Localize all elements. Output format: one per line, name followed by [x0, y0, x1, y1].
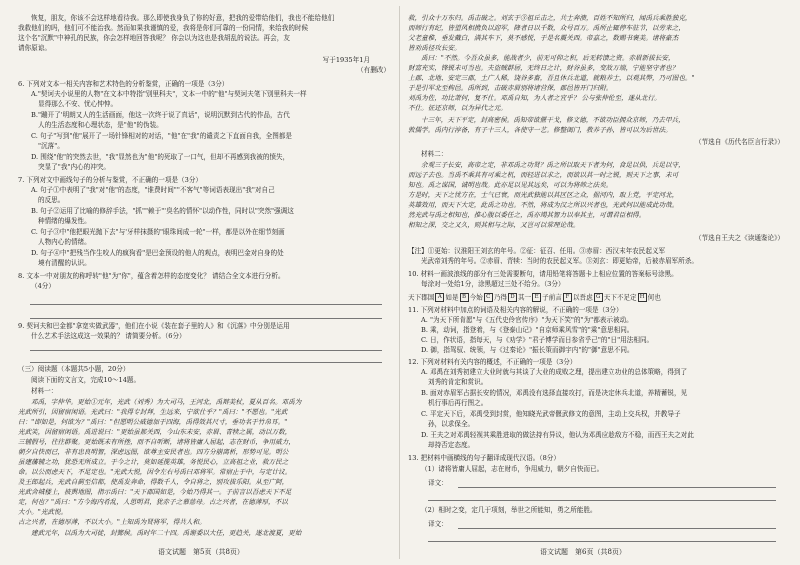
- q7-option-d-cont: 境有清醒的认识。: [38, 259, 91, 267]
- q7-option-a-cont: 的反思。: [38, 196, 65, 204]
- q7-option-d: D. 句子④中"把残当作生咬人的疯狗看"是巴金预设的他人的观点，表明巴金对自身的处: [31, 249, 284, 257]
- q10-box-d[interactable]: D: [508, 293, 517, 302]
- material1-cont-line: 十三年，天下平定，封高密侯。禹知帝欲偃干戈，修文德，不欲功臣拥众京师，乃去甲兵，: [421, 116, 685, 124]
- material1-cont-line: 禹曰："不然。今吾众虽多，能战者少，前无可仰之积，后无转馈之资。赤眉新拔长安，: [421, 54, 675, 62]
- material2-line: 知也。禹之谋国，诚明也哉。此亦足以见其远矣，可以为将帅之法矣。: [408, 181, 613, 189]
- page-6: [408, 0, 784, 565]
- q7-option-c-cont: 人物内心的情绪。: [38, 238, 91, 246]
- source-citation-1: （节选自《历代名臣言行录》）: [694, 138, 784, 146]
- q10-sentence: 天下郡国 A 如是 B 今始 C 乃得 D 其一 E 子前言 F 以吾虑 G 天下不足定 H 何也: [408, 293, 661, 302]
- q10-box-b[interactable]: B: [460, 293, 469, 302]
- q10-box-e[interactable]: E: [532, 293, 541, 302]
- reading-instruction: 阅读下面的文言文，完成10～14题。: [31, 376, 141, 384]
- passage-line: 请你原谅。: [18, 44, 51, 52]
- q12-option-b-cont: 机行事后再行图之。: [428, 399, 488, 407]
- notes-line: 光武帝刘秀的年号。②赤眉、青犊：当时的农民起义军。③刘玄：即更始帝，后被赤眉军所杀。: [421, 257, 698, 265]
- q10-box-a[interactable]: A: [435, 293, 444, 302]
- q13-answer-line-1b[interactable]: [428, 500, 776, 501]
- material2-line: 然光武与禹之相知也，推心腹以委任之，禹亦竭其智力以奉其主，可谓君臣相得。: [408, 211, 646, 219]
- material1-line: 命。以公而虑天下，不足定也。"光武大悦，因令左右号禹曰邓将军。常宿止于中，与定计议。: [18, 468, 292, 476]
- material2-line: 而远子去也。当禹不乘其有可乘之机，而轻进以求之，而欲以其一时之锐，则天下之事，未可: [408, 171, 679, 179]
- q9-stem: 9. 契诃夫和巴金都"拿宽实做武器"，他们在小说《装在套子里的人》和《沉落》中分别是运用: [18, 322, 290, 330]
- q9-stem-cont: 什么艺术手法这成这一效果的？ 请简要分析。（6分）: [31, 332, 186, 340]
- passage-note: （有删改）: [357, 66, 390, 74]
- q6-option-a: A."契诃夫小说里的人物"在文本中特指"别里科夫"，文本一中的"他"与契诃夫笔下别里科夫一样: [31, 90, 307, 98]
- material1-line: 虽建藩辅之功，犹恐无所成立。于今之计，莫如延揽英雄，务悦民心，立高祖之业，救万民之: [18, 458, 289, 466]
- q13-stem: 13. 把材料中画横线的句子翻译成现代汉语。（8分）: [408, 454, 560, 462]
- material2-line: 余观三子长安，高帝之定，非邓禹之功贤？禹之所以取天下者为何，食足以供，兵足以守，: [421, 161, 685, 169]
- q6-option-d: D. 围绕"他"的突然去世，"我"显然也为"他"的死取了一口气，但却不再感到我被的愤失，: [31, 153, 290, 161]
- q11-stem: 11. 下列对材料中加点的词语及相关内容的解说，不正确的一项是（3分）: [408, 306, 623, 314]
- q9-answer-line[interactable]: [30, 362, 382, 363]
- material1-line: 定，何也？"禹曰："方今海内肴乱，人思明君，犹赤子之慕慈母。古之兴者，在德薄厚，不以: [18, 498, 288, 506]
- q11-option-a: A. "为天下所肯愿"与《五代史伶官传序》"为天下笑"的"为"都表示被动。: [421, 316, 633, 324]
- q9-answer-line[interactable]: [30, 350, 382, 351]
- q10-box-h[interactable]: H: [638, 293, 647, 302]
- passage-line: 恢复，朋友，你该不会这样地看待我。那么即使我身负了你的好意，把我的爱带给他们，我也不能给他们: [31, 14, 335, 22]
- q6-option-d-cont: 突显了"我"内心的冲突。: [38, 163, 111, 171]
- q7-option-a: A. 句子①中表明了"我"对"他"的态度，"谁费时间""不客气"等词语表现出"我"对自己: [31, 186, 275, 194]
- q11-option-d: D. 御，指驾驭、统领，与《过秦论》"振长策而御宇内"的"御"意思不同。: [421, 346, 634, 354]
- material1-line: 光武舍城楼上，披舆地图，指示禹曰："天下郡国如是，今始乃得其一。子前言以吾虑天下不足: [18, 488, 292, 496]
- material1-cont-line: 皆劝禹径攻长安。: [408, 44, 461, 52]
- material1-line: 大小。"光武悦。: [18, 508, 68, 516]
- q13-translate-label-2: 译文：: [428, 520, 448, 528]
- q12-option-c-cont: 孙，以求保全。: [428, 420, 475, 428]
- q6-option-c: C. 句子"写到"他"展开了一场针锋相对的对话，"他"在"我"的谴责之下直面自我，全图都是: [31, 132, 293, 140]
- material1-cont-line: 不仕。征还京师，以为异代之元。: [408, 104, 507, 112]
- material1-cont-line: 父老童稚，垂发戴白，满其车下，莫不感悦，于是名震关西。帝嘉之，数赐书褒美。诸将豪杰: [408, 34, 679, 42]
- q13-answer-line-1[interactable]: [458, 487, 776, 488]
- q10-stem-cont: 每涂对一处给1分，涂黑超过三处不给分。（3分）: [421, 280, 565, 288]
- q8-stem-cont: （4分）: [31, 282, 55, 290]
- material2-line: 相知之深，交之又久，则其相与之际，又岂可以常理论哉。: [408, 221, 580, 229]
- page-footer: 语文试题 第5页（共8页）: [158, 548, 244, 556]
- material1-line: 朝夕自快而已，非有忠良明智，深虑远图，欲尊主安民者也。四方分崩离析，形势可见。明公: [18, 448, 289, 456]
- q11-option-c: C. 日，作状语，指每天，与《劝学》"君子博学而日参省乎己"的"日"用法相同。: [421, 336, 654, 344]
- material1-cont-line: 财富充实，锋锐未可当也。夫盗贼群居，无终日之计，财谷虽多，变故万端，宁能坚守者也？: [408, 64, 679, 72]
- q10-box-f[interactable]: F: [563, 293, 572, 302]
- q12-option-a: A. 邓禹在刘秀初建立大业时就与其谈了大业的成败之理，提出建立功业的总体策略，得到了: [421, 368, 688, 376]
- q6-stem: 6. 下列对文本一相关内容和艺术特色的分析鉴赏，正确的一项是（3分）: [18, 80, 229, 88]
- q10-box-c[interactable]: C: [484, 293, 493, 302]
- q7-option-c: C. 句子③中"他把眼光抛下去"与'牙样抹摄的"眼珠间成一轮"一样，都是以外在细节刻画: [31, 228, 285, 236]
- q6-option-a-cont: 显得那么不安、忧心忡忡。: [38, 100, 118, 108]
- page-5: [18, 0, 390, 565]
- material2-title: 材料二：: [421, 150, 448, 158]
- q8-answer-line[interactable]: [30, 304, 382, 305]
- material1-cont-line: 刘禹为佐，功比萧何，复不仕。邓禹自知，为人者之宜乎？ 公与张仲伦至，遂从北行。: [408, 94, 661, 102]
- page-divider: [399, 6, 400, 559]
- q12-option-b: B. 面对赤眉军占据长安的情况，邓禹没有选择直接攻打，而是决定休兵北道，养精蓄锐，见: [421, 389, 688, 397]
- q7-stem: 7. 下列对文中画线句子的分析与鉴赏，不正确的一项是（3分）: [18, 176, 203, 184]
- material1-line: 曰："即如是，何欲为？"禹曰："但愿明公威德加于四海，禹得效其尺寸，垂功名于竹帛耳。": [18, 418, 288, 426]
- passage-line: 这个名"沉默"中神孔的民族，你会怎样地回答我呢？ 你会以为这也是我胡乱的说法。再会，友: [18, 34, 290, 42]
- material1-line: 古之兴者，在德厚薄，不以大小。"上知禹为贤将军，得共人和。: [18, 518, 206, 526]
- material2-line: 英雄效用，而天下大定，此禹之功也。不然，将成为汉之所以兴者也，光武何以能成此功哉。: [408, 201, 679, 209]
- q13-sentence-2: （2）相时之变，定几于项刻，举世之所能知，勇之所能胜。: [421, 506, 597, 514]
- q13-translate-label-1: 译文：: [428, 479, 448, 487]
- material1-line: 建武元年，以禹为大司徒，封酂侯。禹时年二十四。禹谢委以大任，更趋关，遂北渡夏，更始: [31, 529, 302, 537]
- q8-answer-line[interactable]: [30, 318, 382, 319]
- q13-answer-line-2b[interactable]: [428, 541, 776, 542]
- material1-line: 三辅假号，往往群聚。更始既未有所挫，而不自听断，诸将皆庸人屈起，志在财币，争用威力，: [18, 438, 295, 446]
- q12-option-a-cont: 刘秀的肯定和赏识。: [428, 378, 488, 386]
- material1-line: 光武所引，因留宿闲语。光武曰："我得专封拜，生远来，宁欲仕乎？"禹曰："不愿也。"光武: [18, 408, 288, 416]
- material1-cont-line: 于是引军北至枸邑。禹所到，击破赤眉别将诸营保，郡邑皆开门归附。: [408, 84, 613, 92]
- source-citation-2: （节选自王夫之《读通鉴论》）: [694, 234, 784, 242]
- q8-stem: 8. 文本一中对朋友的称呼转"他"为"你"，蕴含着怎样的态度变化？ 请结合全文本进行分析。: [18, 272, 285, 280]
- q12-option-d: D. 王夫之对邓禹轻视其乘胜进取的做法持有异议，他认为邓禹应趁敌方不稳，而西王夫之对此: [421, 431, 694, 439]
- material1-cont-line: 而师行有纪，皆望风相携负以迎军，降者日以千数，众号百万。禹所止辄停车驻节，以劳来之，: [408, 24, 685, 32]
- material1-cont-line: 救，引众十万东归。禹击破之。刘玄于③祖丘击之，共士奔溃，百姓不知所归，闻禹兵乘胜独克，: [408, 14, 692, 22]
- q12-stem: 12. 下列对材料有关内容的概述，不正确的一项是（3分）: [408, 358, 577, 366]
- passage-signature: 写于1935年1月: [322, 56, 370, 64]
- passage-line: 我救他们的吗，他们可不能治我。然而如果我谨慎的爱，我将是你们可靠的一份同情，来给我的时候: [18, 24, 309, 32]
- material1-line: 及王郎起兵，光武自蓟至信都，使禹发奔命，得数千人，令自将之，别攻拔乐阳。从至广阿，: [18, 478, 289, 486]
- q13-sentence-1: （1）诸将皆庸人屈起，志在财币，争用威力，朝夕自快而已。: [421, 465, 604, 473]
- reading-section-header: （三）阅读题（本题共5小题，20分）: [18, 365, 130, 373]
- material1-title: 材料一：: [31, 387, 58, 395]
- page-footer: 语文试题 第6页（共8页）: [540, 548, 626, 556]
- material1-line: 光武笑，因留宿闲语。禹进说曰："更始虽都关西，今山东未安，赤眉、青犊之属，动以万数，: [18, 428, 292, 436]
- q6-option-b-cont: 人的生活态度和心理状态，是"他"的伪装。: [38, 121, 163, 129]
- q11-option-b: B. 乘，动词，指登着，与《登泰山记》"自京师乘风雪"的"乘"意思相同。: [421, 326, 634, 334]
- q6-option-c-cont: "沉落"。: [38, 142, 64, 150]
- material1-cont-line: 敦儒学。禹内行淳备，有子十三人，各使守一艺。修整闺门，教养子孙，皆可以为后世法。: [408, 126, 672, 134]
- q7-option-b: B. 句子②运用了比喻的修辞手法，"抓""赖于"'臭名的情怀"以动作性，同时以"突然"强调这: [31, 207, 294, 215]
- q7-option-b-cont: 种情绪的爆发性。: [38, 217, 91, 225]
- q10-stem: 10. 材料一画波浪线的部分有三处需要断句，请用铅笔将答题卡上相应位置的答案标号涂黑。: [408, 270, 678, 278]
- q6-option-b: B."蹦开了'明朗又人的生活画面，他这一次终于说了真话"，说明沉默到古代的作品，古代: [31, 111, 290, 119]
- material1-cont-line: 上郡、北地、安定三郡，土广人稀，饶谷多畜，吾且休兵北道，就粮养士，以观其弊，乃可图也。": [408, 74, 695, 82]
- material2-line: 方是时，天下之忧方在，士气已衰，而光武独能以其区区之众，据河内，取上党，平定河北，: [408, 191, 679, 199]
- q10-box-g[interactable]: G: [594, 293, 603, 302]
- notes-line: 【注】①更始：汉淮阳王刘玄的年号。②征：征召、任用。③赤眉：西汉末年农民起义军: [408, 247, 666, 255]
- material1-line: 邓禹，字仲华。更始①元年，光武（刘秀）为大司马，王河北，禹辩美杖，夏从百名。邓禹为: [31, 398, 302, 406]
- q12-option-c: C. 平定天下后，邓禹受到封赏，他知晓光武帝偃武修文的意图，主动上交兵权，并教导子: [421, 410, 681, 418]
- q13-answer-line-2[interactable]: [458, 528, 776, 529]
- q12-option-d-cont: 却持否定态度。: [428, 441, 475, 449]
